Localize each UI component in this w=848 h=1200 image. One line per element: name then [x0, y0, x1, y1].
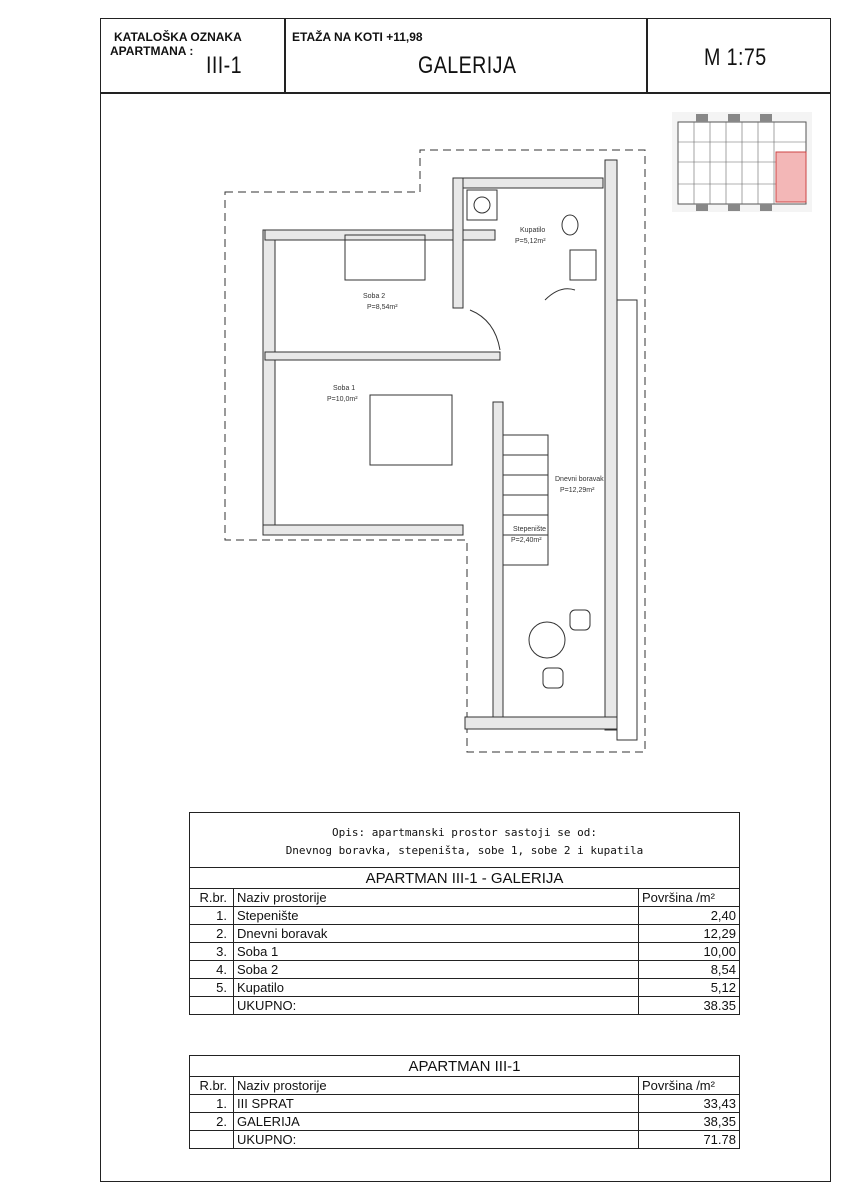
table-row [190, 1095, 740, 1113]
col-rbr: R.br. [190, 889, 234, 907]
total-label: UKUPNO: [234, 1131, 639, 1149]
room-label-soba2: Soba 2 [363, 293, 386, 300]
room-area-kupatilo: P=5,12m² [515, 238, 546, 245]
catalog-cell [100, 18, 286, 92]
total-rb [190, 1131, 234, 1149]
row-rb: 1. [190, 1095, 234, 1113]
col-name: Naziv prostorije [234, 1077, 639, 1095]
row-name: Kupatilo [234, 979, 639, 997]
room-label-soba1: Soba 1 [333, 385, 356, 392]
row-rb: 4. [190, 961, 234, 979]
table-row [190, 943, 740, 961]
total-rb [190, 997, 234, 1015]
row-rb: 1. [190, 907, 234, 925]
room-area-dnevni: P=12,29m² [560, 487, 595, 494]
col-area: Površina /m² [639, 889, 740, 907]
table-row [190, 907, 740, 925]
key-plan-image [672, 112, 812, 212]
table2-title: APARTMAN III-1 [190, 1056, 740, 1077]
total-value: 71.78 [639, 1131, 740, 1149]
row-rb: 3. [190, 943, 234, 961]
row-area: 12,29 [639, 925, 740, 943]
apartment-summary-table [189, 1055, 740, 1149]
row-area: 8,54 [639, 961, 740, 979]
row-rb: 5. [190, 979, 234, 997]
room-areas-table [189, 812, 740, 1015]
floor-cell [286, 18, 648, 92]
room-area-soba1: P=10,0m² [327, 396, 358, 403]
total-value: 38.35 [639, 997, 740, 1015]
row-name: GALERIJA [234, 1113, 639, 1131]
apartment-code: III-1 [206, 52, 242, 79]
row-rb: 2. [190, 925, 234, 943]
col-name: Naziv prostorije [234, 889, 639, 907]
col-area: Površina /m² [639, 1077, 740, 1095]
row-area: 5,12 [639, 979, 740, 997]
col-rbr: R.br. [190, 1077, 234, 1095]
row-name: Soba 1 [234, 943, 639, 961]
table-row [190, 1113, 740, 1131]
row-name: III SPRAT [234, 1095, 639, 1113]
row-name: Dnevni boravak [234, 925, 639, 943]
row-area: 33,43 [639, 1095, 740, 1113]
room-label-kupatilo: Kupatilo [520, 227, 546, 234]
total-row [190, 997, 740, 1015]
table1-title: APARTMAN III-1 - GALERIJA [190, 868, 740, 889]
room-area-stepeniste: P=2,40m² [511, 537, 542, 544]
table-header-row [190, 1077, 740, 1095]
table-row [190, 925, 740, 943]
description-line-1: Opis: apartmanski prostor sastoji se od: [332, 826, 597, 839]
catalog-label-2: APARTMANA : [110, 44, 194, 58]
total-row [190, 1131, 740, 1149]
row-name: Soba 2 [234, 961, 639, 979]
total-label: UKUPNO: [234, 997, 639, 1015]
table-row [190, 979, 740, 997]
row-area: 38,35 [639, 1113, 740, 1131]
table-header-row [190, 889, 740, 907]
scale-cell [648, 18, 831, 92]
floor-name: GALERIJA [418, 52, 517, 79]
scale-label: M 1:75 [704, 44, 767, 71]
floor-label: ETAŽA NA KOTI +11,98 [292, 30, 423, 44]
room-label-dnevni: Dnevni boravak [555, 476, 604, 483]
row-area: 10,00 [639, 943, 740, 961]
table-row [190, 961, 740, 979]
floor-plan-drawing [215, 140, 670, 760]
row-rb: 2. [190, 1113, 234, 1131]
catalog-label-1: KATALOŠKA OZNAKA [114, 30, 242, 44]
row-area: 2,40 [639, 907, 740, 925]
room-label-stepeniste: Stepenište [513, 526, 547, 533]
description-cell [190, 813, 740, 868]
row-name: Stepenište [234, 907, 639, 925]
description-line-2: Dnevnog boravka, stepeništa, sobe 1, sobe 2 i kupatila [285, 844, 644, 857]
title-block [100, 18, 831, 94]
room-area-soba2: P=8,54m² [367, 304, 398, 311]
